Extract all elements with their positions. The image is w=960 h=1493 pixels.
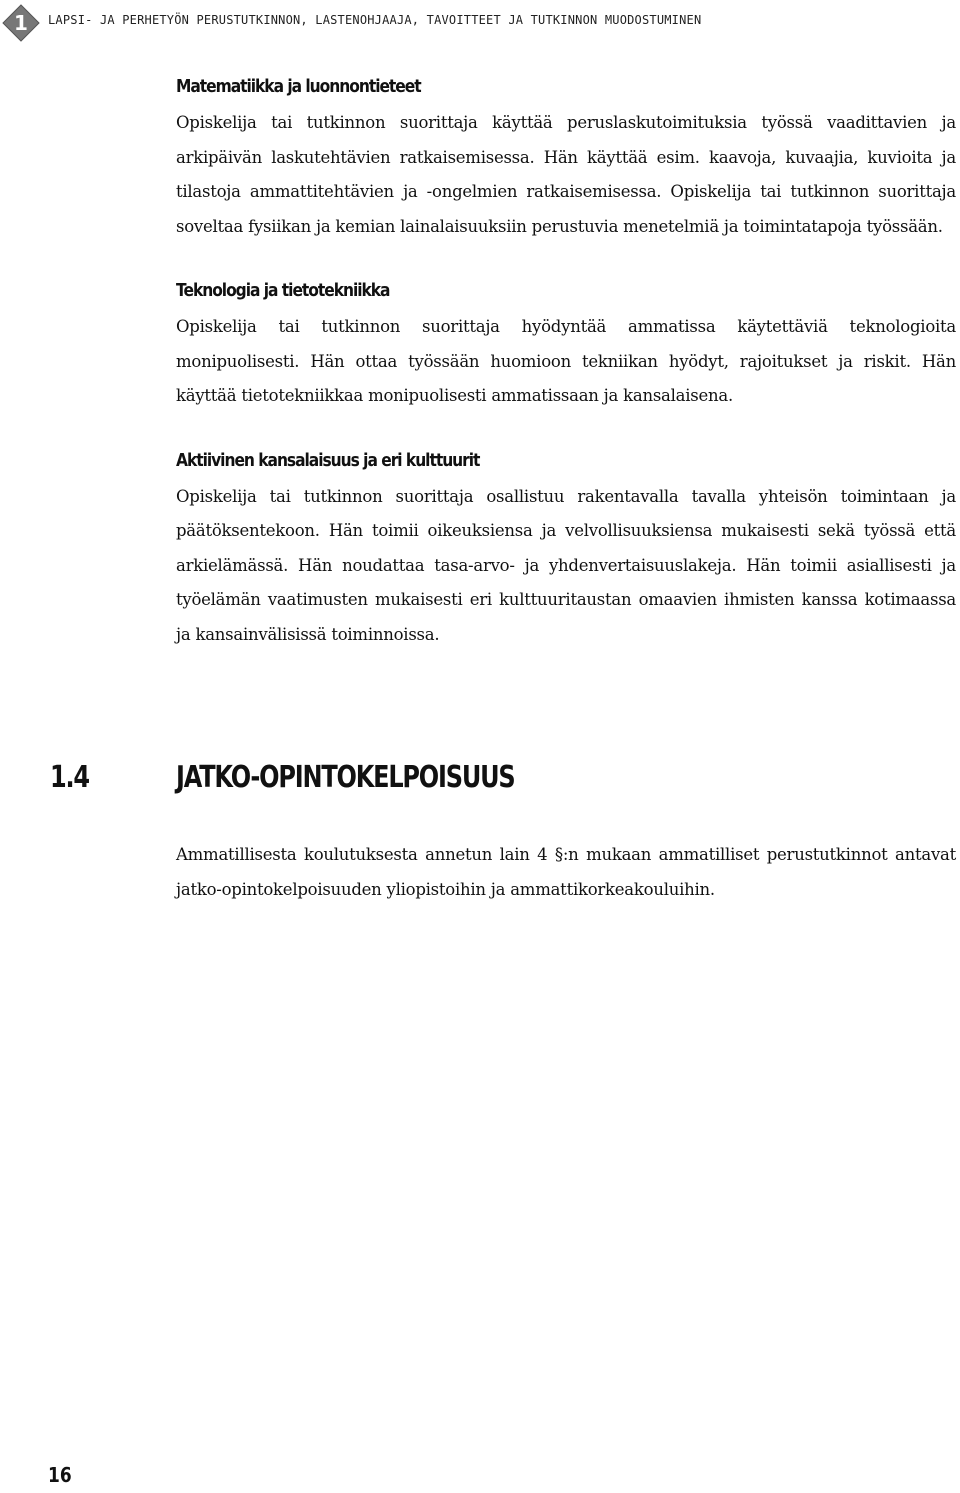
chapter-badge — [2, 4, 40, 42]
chapter-number: 1.4 — [50, 760, 89, 795]
section-mathematics — [176, 74, 956, 244]
main-content — [176, 74, 956, 686]
section-body: Opiskelija tai tutkinnon suorittaja osallistuu rakentavalla tavalla yhteisön toimintaan ja päätöksentekoon. Hän toimii oikeuksiensa ja velvollisuuksiensa mukaisesti sekä työssä että arkielämässä. Hän noudattaa tasa-arvo- ja yhdenvertaisuuslakeja. Hän toimii asiallisesti ja työelämän vaatimusten mukaisesti eri kulttuuritaustan omaavien ihmisten kanssa kotimaassa ja kansainvälisissä toiminnoissa. — [176, 486, 956, 644]
section-body: Opiskelija tai tutkinnon suorittaja käyttää peruslaskutoimituksia työssä vaadittavien ja arkipäivän laskutehtävien ratkaisemisessa. Hän käyttää esim. kaavoja, kuvaajia, kuvioita ja tilastoja ammattitehtävien ja -ongelmien ratkaisemisessa. Opiskelija tai tutkinnon suorittaja soveltaa fysiikan ja kemian lainalaisuuksiin perustuvia menetelmiä ja toimintatapoja työssään. — [176, 113, 956, 236]
chapter-heading — [50, 760, 950, 800]
chapter-title: JATKO-OPINTOKELPOISUUS — [176, 760, 515, 795]
chapter-body-block — [176, 838, 956, 907]
chapter-body: Ammatillisesta koulutuksesta annetun lain 4 §:n mukaan ammatilliset perustutkinnot antavat jatko-opintokelpoisuuden yliopistoihin ja ammattikorkeakouluihin. — [176, 845, 956, 899]
section-technology — [176, 278, 956, 414]
section-citizenship — [176, 448, 956, 653]
section-heading: Teknologia ja tietotekniikka — [176, 280, 390, 301]
running-header: LAPSI- JA PERHETYÖN PERUSTUTKINNON, LASTENOHJAAJA, TAVOITTEET JA TUTKINNON MUODOSTUMINEN — [48, 13, 702, 27]
section-heading: Matematiikka ja luonnontieteet — [176, 76, 421, 97]
section-body: Opiskelija tai tutkinnon suorittaja hyödyntää ammatissa käytettäviä teknologioita monipuolisesti. Hän ottaa työssään huomioon tekniikan hyödyt, rajoitukset ja riskit. Hän käyttää tietotekniikkaa monipuolisesti ammatissaan ja kansalaisena. — [176, 317, 956, 405]
chapter-badge-number: 1 — [14, 11, 28, 35]
diamond-badge-icon — [2, 4, 40, 42]
section-heading: Aktiivinen kansalaisuus ja eri kulttuurit — [176, 449, 480, 471]
page-number: 16 — [48, 1463, 72, 1487]
